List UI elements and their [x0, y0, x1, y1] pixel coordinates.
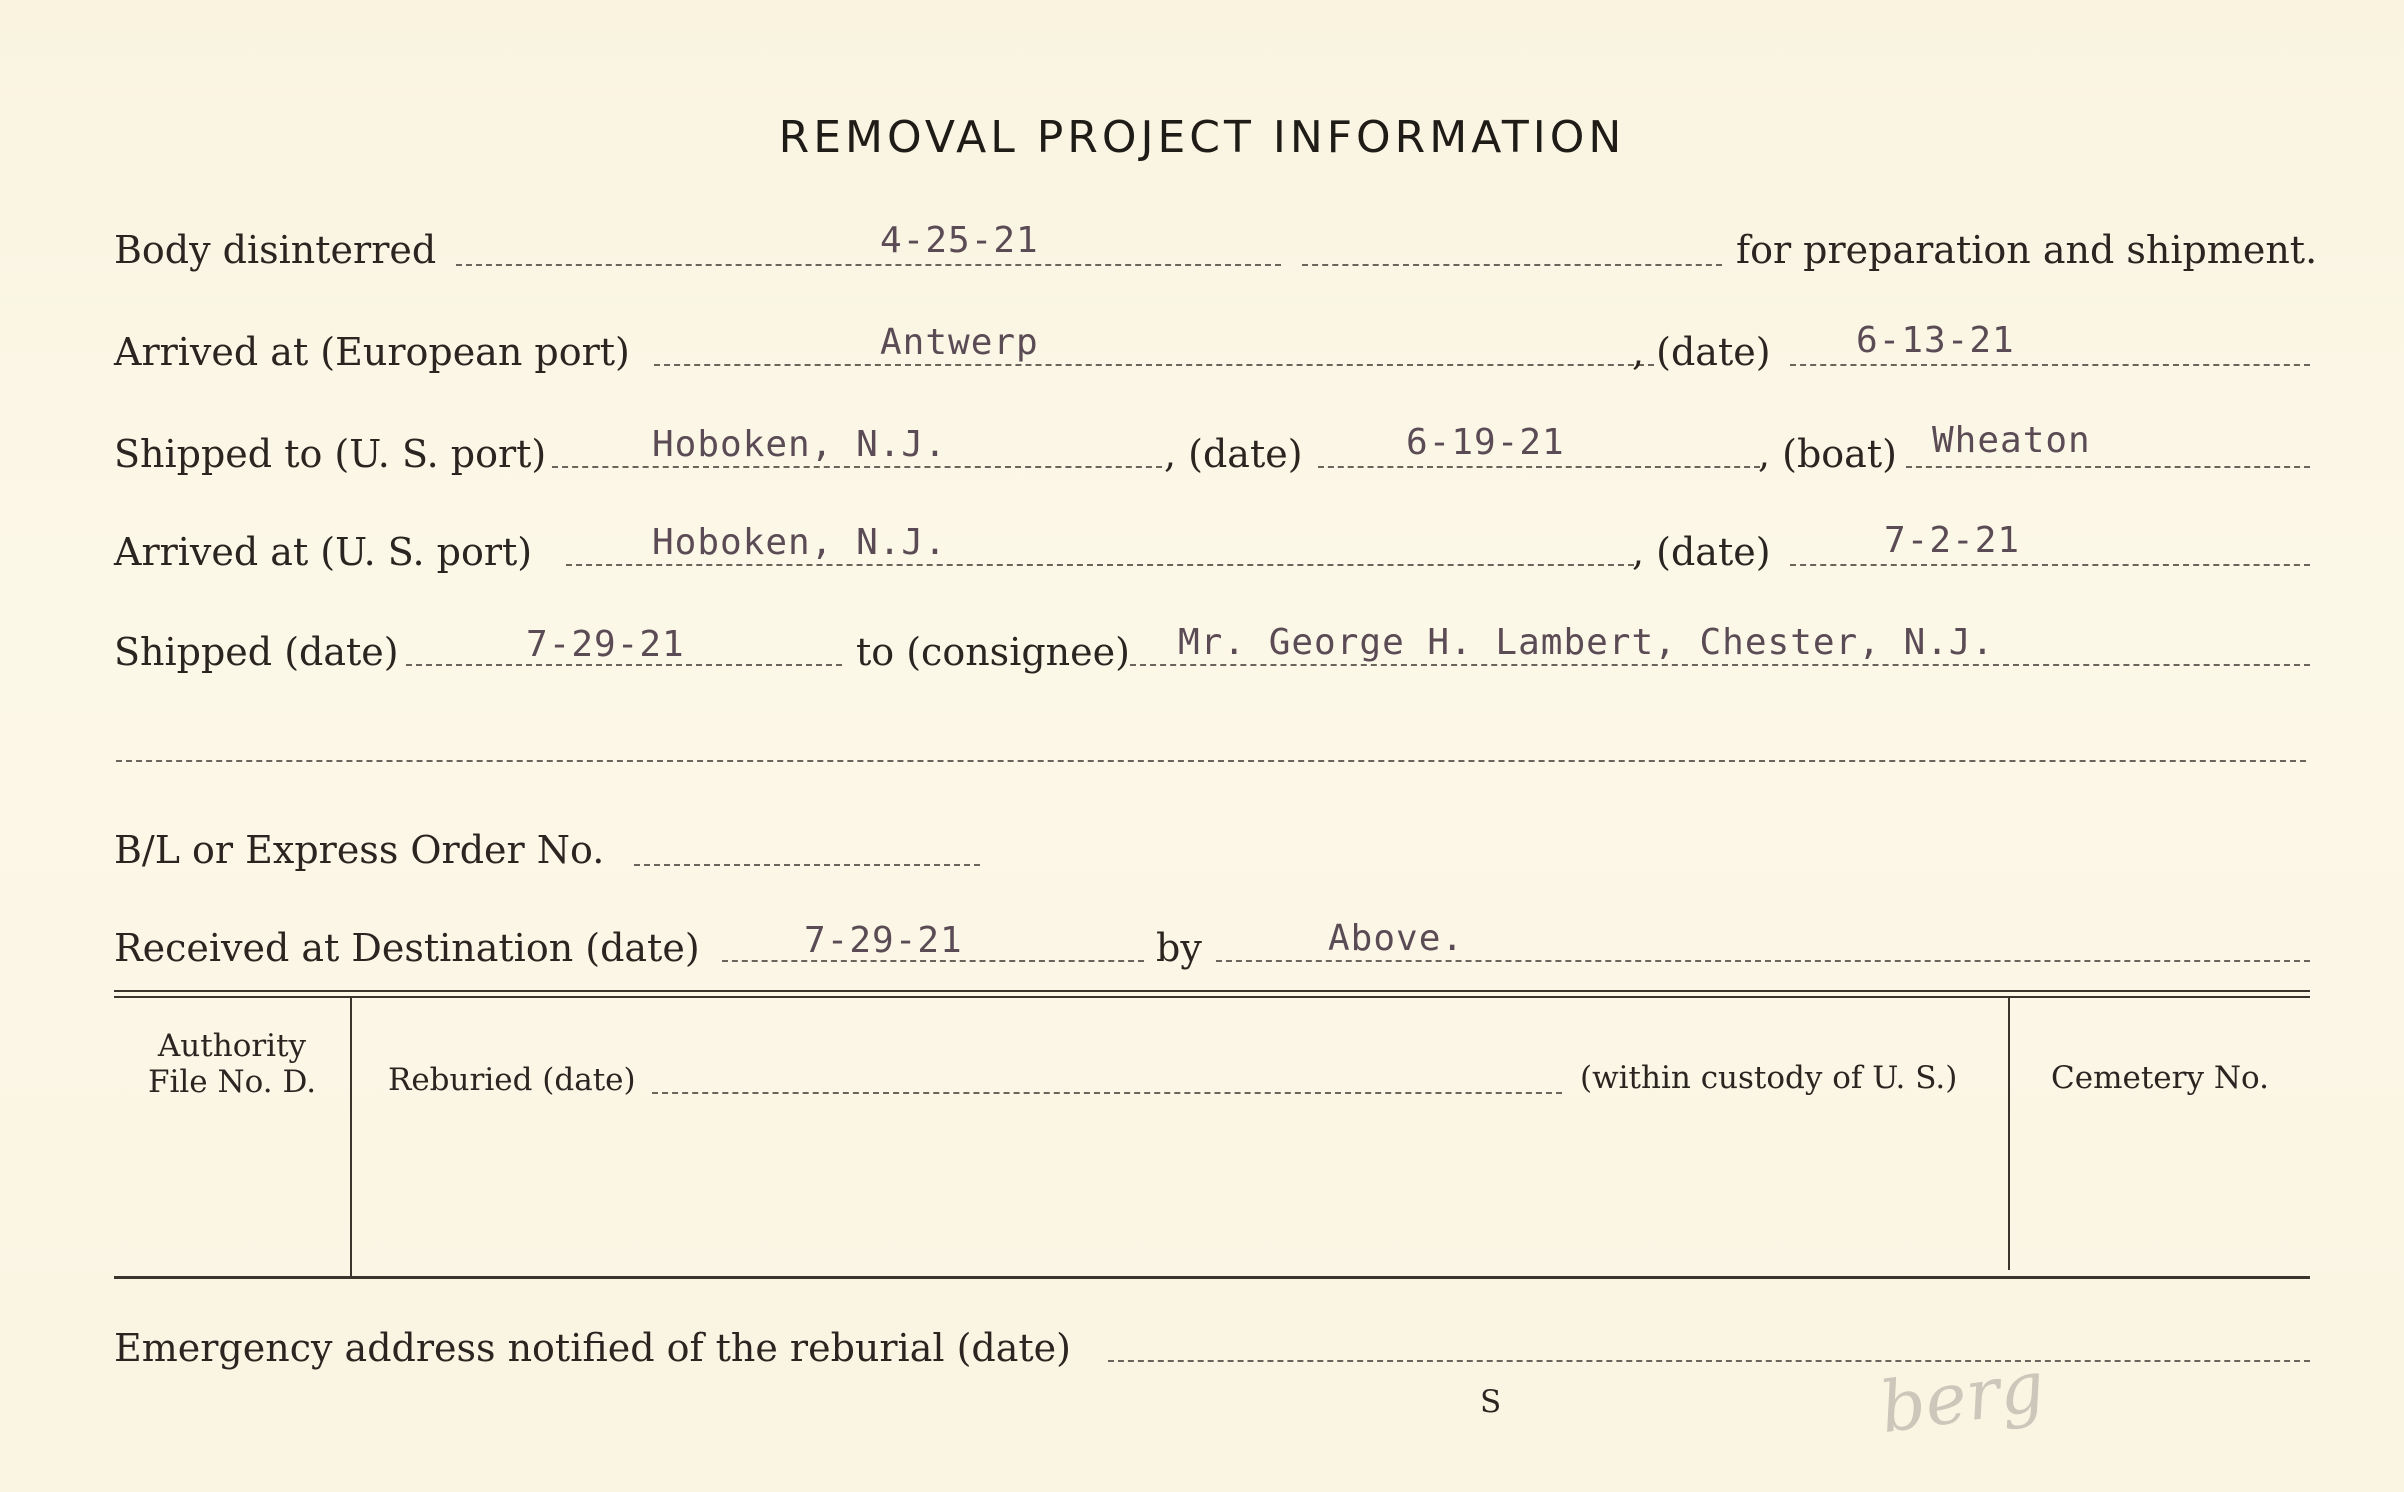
body-disinterred-line-2: [1302, 264, 1722, 266]
arrived-us-port-line: [566, 564, 1634, 566]
shipped-label: Shipped (date): [114, 630, 399, 674]
shipped-us-port: Hoboken, N.J.: [652, 424, 947, 465]
shipped-consignee: Mr. George H. Lambert, Chester, N.J.: [1178, 622, 1995, 663]
blank-line: [116, 760, 2306, 762]
box-top-rule-2: [114, 996, 2310, 998]
received-by-label: by: [1156, 926, 1202, 970]
box-bottom-rule: [114, 1276, 2310, 1279]
footer-mark: S: [1480, 1384, 1502, 1420]
shipped-us-date-label: , (date): [1164, 432, 1303, 476]
shipped-us-label: Shipped to (U. S. port): [114, 432, 547, 476]
shipped-us-date-line: [1318, 466, 1760, 468]
received-label: Received at Destination (date): [114, 926, 700, 970]
card-title: REMOVAL PROJECT INFORMATION: [778, 112, 1626, 163]
arrived-us-date-label: , (date): [1632, 530, 1771, 574]
reburied-label: Reburied (date): [388, 1062, 636, 1098]
bl-order-label: B/L or Express Order No.: [114, 828, 605, 872]
body-disinterred-date: 4-25-21: [880, 220, 1039, 261]
shipped-us-date: 6-19-21: [1406, 422, 1565, 463]
arrived-european-port-line: [654, 364, 1654, 366]
faint-handwriting: berg: [1875, 1344, 2050, 1450]
authority-label-line1: Authority: [157, 1028, 307, 1064]
box-divider-left: [350, 998, 352, 1276]
arrived-us-date: 7-2-21: [1884, 520, 2021, 561]
shipped-us-boat-line: [1906, 466, 2310, 468]
received-by: Above.: [1328, 918, 1465, 959]
emergency-line: [1108, 1360, 2310, 1362]
cemetery-label: Cemetery No.: [2051, 1060, 2269, 1096]
body-disinterred-suffix: for preparation and shipment.: [1736, 228, 2318, 272]
emergency-label: Emergency address notified of the reburial (date): [114, 1326, 1071, 1370]
arrived-european-port: Antwerp: [880, 322, 1039, 363]
bl-order-line: [634, 864, 980, 866]
shipped-date: 7-29-21: [526, 624, 685, 665]
shipped-us-port-line: [552, 466, 1162, 468]
received-by-line: [1216, 960, 2310, 962]
received-date: 7-29-21: [804, 920, 963, 961]
arrived-us-port: Hoboken, N.J.: [652, 522, 947, 563]
arrived-european-date-label: , (date): [1632, 330, 1771, 374]
reburied-line: [652, 1092, 1562, 1094]
authority-label-line2: File No. D.: [147, 1064, 317, 1100]
arrived-european-date: 6-13-21: [1856, 320, 2015, 361]
arrived-us-label: Arrived at (U. S. port): [114, 530, 533, 574]
box-divider-right: [2008, 998, 2010, 1270]
arrived-european-label: Arrived at (European port): [114, 330, 630, 374]
body-disinterred-line-1: [456, 264, 1281, 266]
shipped-us-boat: Wheaton: [1932, 420, 2091, 461]
box-top-rule-1: [114, 990, 2310, 992]
arrived-us-date-line: [1790, 564, 2310, 566]
shipped-consignee-label: to (consignee): [856, 630, 1130, 674]
custody-label: (within custody of U. S.): [1580, 1060, 1958, 1096]
arrived-european-date-line: [1790, 364, 2310, 366]
body-disinterred-label: Body disinterred: [114, 228, 437, 272]
shipped-us-boat-label: , (boat): [1758, 432, 1897, 476]
shipped-consignee-line: [1130, 664, 2310, 666]
